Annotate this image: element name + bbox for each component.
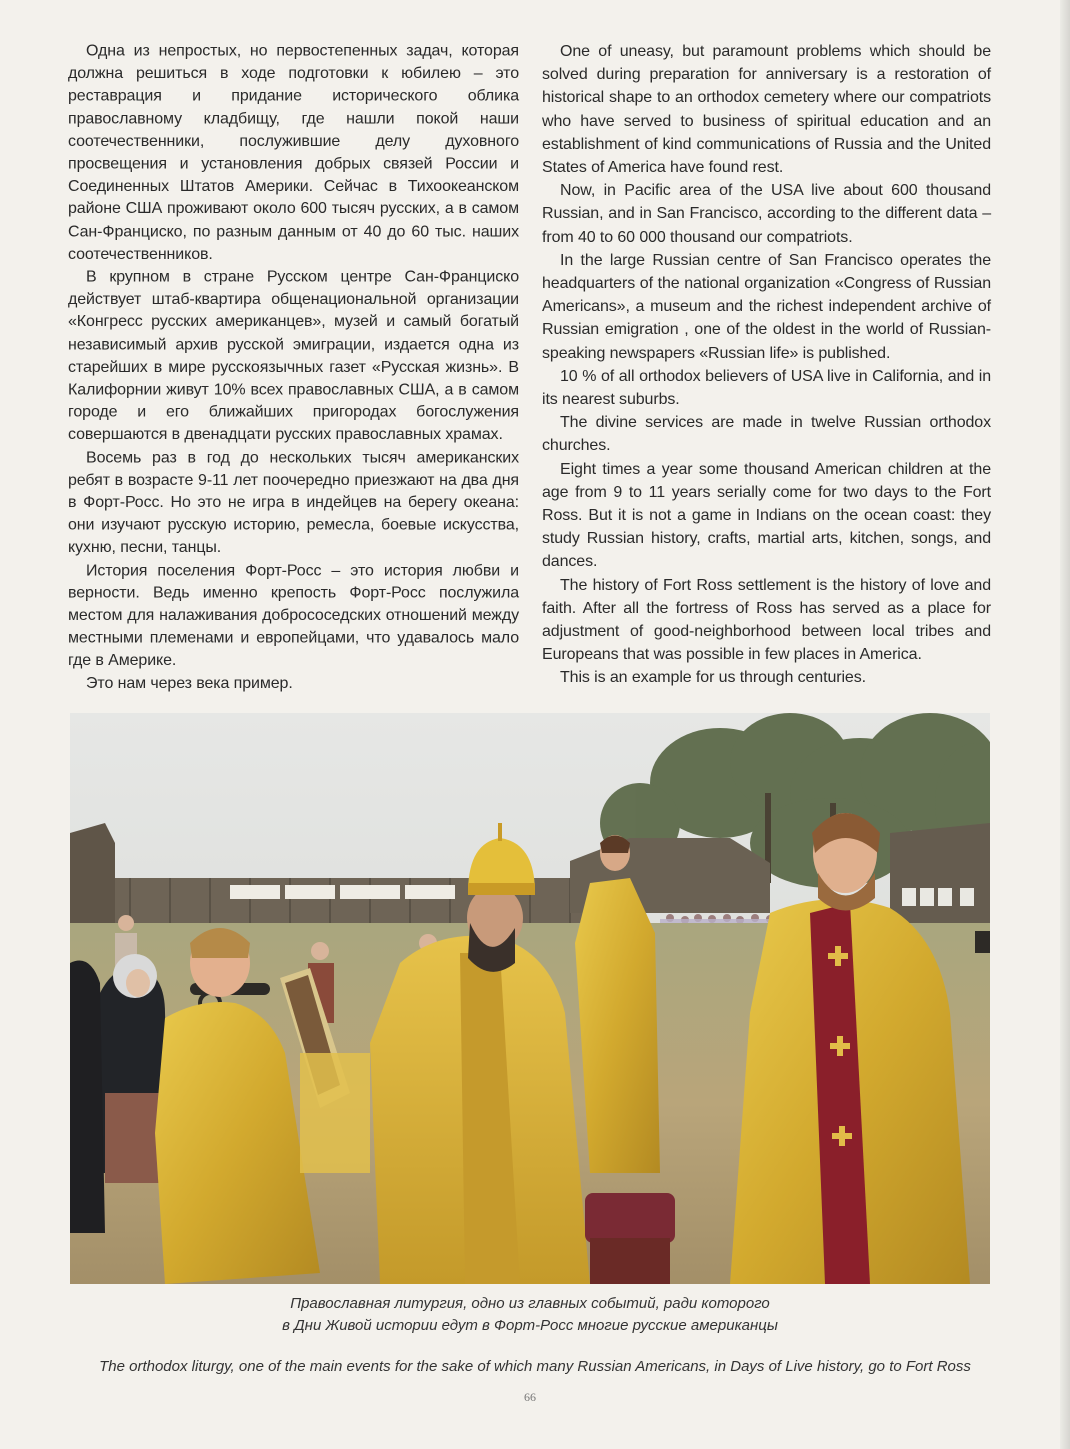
russian-text-column bbox=[68, 40, 519, 695]
en-paragraph: The divine services are made in twelve Russian orthodox churches. bbox=[542, 414, 991, 455]
ru-paragraph: Одна из непростых, но первостепенных задач, которая должна решиться в ходе подготовки к юбилею – это реставрация и придание исторического облика православному кладбищу, где нашли покой наши соотечественники, послужившие делу духовного просвещения и установления добрых связей России и Соединенных Штатов Америки. Сейчас в Тихоокеанском районе США проживают около 600 тысяч русских, а в самом Сан-Франциско, по разным данным от 40 до 60 тыс. наших соотечественников. bbox=[68, 42, 519, 263]
en-paragraph: 10 % of all orthodox believers of USA live in California, and in its nearest suburbs. bbox=[542, 367, 991, 409]
en-paragraph: Now, in Pacific area of the USA live about 600 thousand Russian, and in San Francisco, according to the different data – from 40 to 60 000 thousand our compatriots. bbox=[542, 182, 991, 246]
photo-caption-russian bbox=[100, 1293, 960, 1337]
ru-paragraph: Восемь раз в год до нескольких тысяч американских ребят в возрасте 9-11 лет поочередно приезжают на два дня в Форт-Росс. Но это не игра в индейцев на берегу океана: они изучают русскую историю, ремесла, боевые искусства, кухню, песни, танцы. bbox=[68, 449, 519, 557]
caption-ru-line: в Дни Живой истории едут в Форт-Росс многие русские американцы bbox=[282, 1317, 778, 1334]
english-text-column bbox=[542, 40, 991, 690]
en-paragraph: Eight times a year some thousand American children at the age from 9 to 11 years serially come for two days to the Fort Ross. But it is not a game in Indians on the ocean coast: they study Russian history, crafts, martial arts, kitchen, songs, and dances. bbox=[542, 460, 991, 571]
en-paragraph: In the large Russian centre of San Francisco operates the headquarters of the national organization «Congress of Russian Americans», a museum and the richest independent archive of Russian emigration , one of the oldest in the world of Russian-speaking newspapers «Russian life» is published. bbox=[542, 251, 991, 362]
en-paragraph: One of uneasy, but paramount problems which should be solved during preparation for anniversary is a restoration of historical shape to an orthodox cemetery where our compatriots who have served to business of spiritual education and an establishment of kind communications of Russia and the United States of America have found rest. bbox=[542, 43, 991, 177]
photo-caption-english: The orthodox liturgy, one of the main events for the sake of which many Russian Americans, in Days of Live history, go to Fort Ross bbox=[99, 1358, 971, 1375]
page-number: 66 bbox=[524, 1390, 536, 1404]
page-edge bbox=[1060, 0, 1070, 1449]
en-paragraph: This is an example for us through centuries. bbox=[560, 669, 866, 687]
liturgy-photo bbox=[70, 713, 990, 1284]
ru-paragraph: История поселения Форт-Росс – это история любви и верности. Ведь именно крепость Форт-Росс послужила местом для налаживания добрососедских отношений между местными племенами и европейцами, что удавалось мало где в Америке. bbox=[68, 562, 519, 670]
caption-ru-line: Православная литургия, одно из главных событий, ради которого bbox=[290, 1295, 770, 1312]
ru-paragraph: В крупном в стране Русском центре Сан-Франциско действует штаб-квартира общенациональной организации «Конгресс русских американцев», музей и самый богатый независимый архив русской эмиграции, издается одна из старейших в мире русскоязычных газет «Русская жизнь». В Калифорнии живут 10% всех православных США, а в самом городе и его ближайших пригородах богослужения совершаются в двенадцати русских православных храмах. bbox=[68, 268, 519, 444]
ru-paragraph: Это нам через века пример. bbox=[86, 675, 293, 692]
en-paragraph: The history of Fort Ross settlement is the history of love and faith. After all the fortress of Ross has served as a place for adjustment of good-neighborhood between local tribes and Europeans that was possible in few places in America. bbox=[542, 576, 991, 664]
